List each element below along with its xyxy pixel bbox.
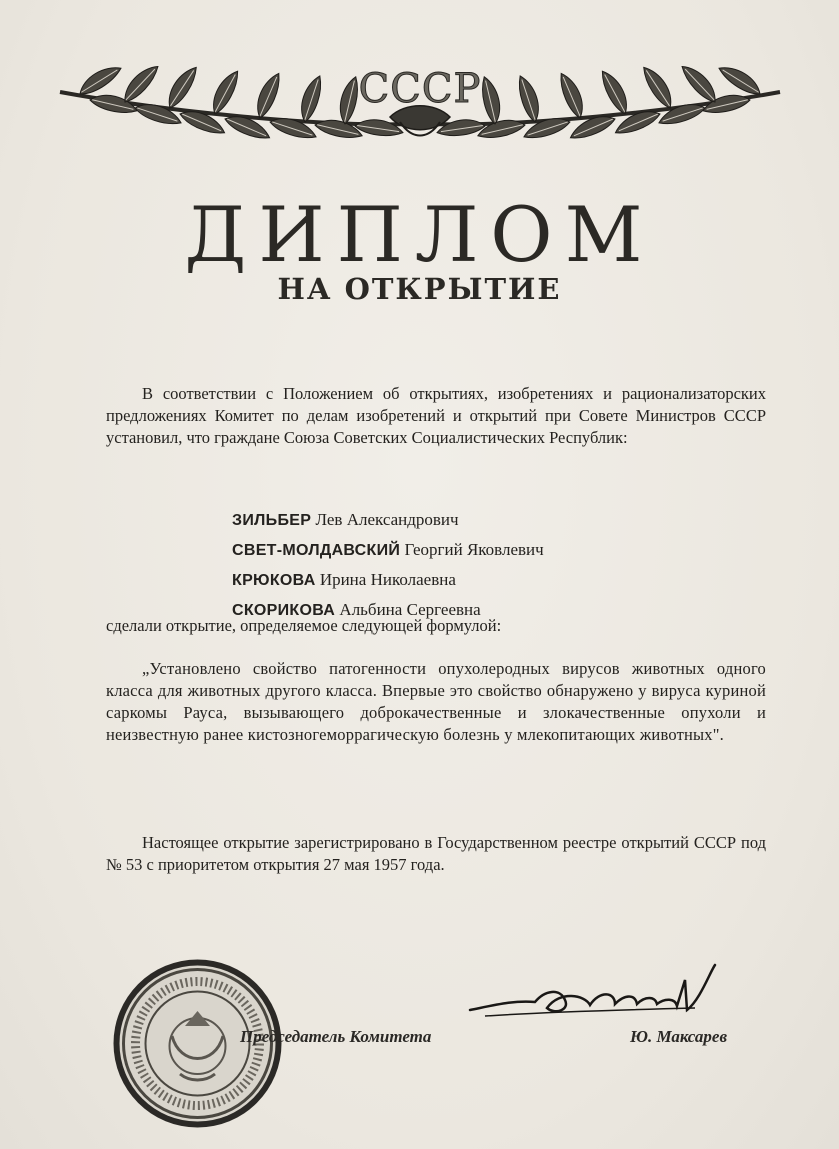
handwritten-signature-icon xyxy=(465,960,725,1030)
discovery-formula: „Установлено свойство патогенности опухолеродных вирусов животных одного класса для животных другого класса. Впервые это свойство обнаружено у вируса куриной саркомы Рауса, вызывающего доброкачественные и злокачественные опухоли и неизвестную ранее кистозногеморрагическую болезнь у млекопитающих животных". xyxy=(106,659,766,744)
author-entry xyxy=(232,535,732,565)
signer-name: Ю. Максарев xyxy=(630,1027,728,1046)
document-title: ДИПЛОМ xyxy=(184,190,655,279)
laurel-wreath-icon xyxy=(20,22,820,172)
author-entry xyxy=(232,505,732,535)
author-given-name: Георгий Яковлевич xyxy=(404,540,544,559)
committee-chair-title: Председатель Комитета xyxy=(240,1027,432,1046)
author-surname: ЗИЛЬБЕР xyxy=(232,512,312,529)
document-subtitle: НА ОТКРЫТИЕ xyxy=(277,272,562,306)
author-given-name: Ирина Николаевна xyxy=(319,570,456,589)
author-surname: СКОРИКОВА xyxy=(232,602,336,619)
author-given-name: Лев Александрович xyxy=(315,510,459,529)
author-surname: КРЮКОВА xyxy=(232,572,316,589)
author-surname: СВЕТ-МОЛДАВСКИЙ xyxy=(232,542,401,559)
registration-paragraph: Настоящее открытие зарегистрировано в Государственном реестре открытий СССР под № 53 с приоритетом открытия 27 мая 1957 года. xyxy=(106,833,766,874)
authors-list xyxy=(232,505,732,625)
intro-paragraph: В соответствии с Положением об открытиях, изобретениях и рационализаторских предложениях Комитет по делам изобретений и открытий при Совете Министров СССР установил, что граждане Союза Советских Социалистических Республик: xyxy=(106,384,766,447)
laurel-wreath-emblem xyxy=(20,22,820,172)
formula-intro: сделали открытие, определяемое следующей формулой: xyxy=(106,616,502,635)
emblem-text: СССР xyxy=(358,66,482,112)
signature xyxy=(465,960,725,1030)
author-given-name: Альбина Сергеевна xyxy=(339,600,481,619)
author-entry xyxy=(232,565,732,595)
